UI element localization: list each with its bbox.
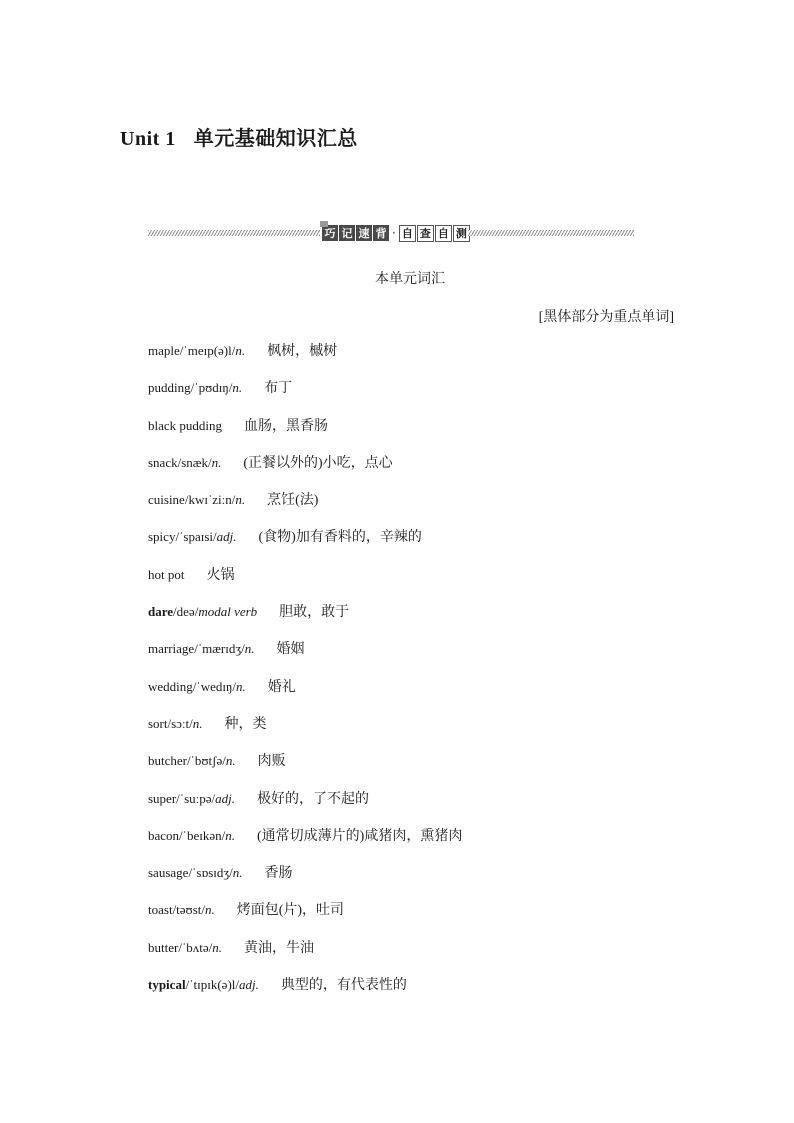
vocab-item	[148, 453, 462, 490]
vocab-item	[148, 789, 462, 826]
unit-title: 单元基础知识汇总	[193, 128, 358, 150]
vocab-part-of-speech: n.	[211, 454, 222, 470]
vocab-part-of-speech: n.	[225, 827, 236, 843]
vocab-meaning: 烹饪(法)	[267, 493, 319, 509]
vocab-part-of-speech: adj.	[216, 529, 237, 545]
vocab-part-of-speech: n.	[235, 492, 246, 508]
vocab-word: hot pot	[148, 566, 185, 582]
vocab-word: spicy	[148, 529, 176, 545]
vocab-phonetic: /ˈsɒsɪdʒ/	[188, 865, 233, 881]
vocab-meaning: 肉贩	[257, 754, 286, 770]
banner-char: 自	[435, 225, 452, 242]
vocab-meaning: 烤面包(片)，吐司	[236, 903, 345, 919]
banner-tag-group-1	[322, 225, 389, 241]
vocab-meaning: 香肠	[264, 866, 293, 882]
vocab-phonetic: /ˈmærɪdʒ/	[194, 641, 245, 657]
vocab-word: pudding	[148, 380, 191, 396]
vocab-meaning: (正餐以外的)小吃，点心	[243, 455, 393, 471]
vocab-meaning: 极好的，了不起的	[257, 791, 370, 807]
banner-char: 查	[417, 225, 434, 242]
page-title	[120, 122, 358, 151]
vocab-word: toast	[148, 902, 173, 918]
banner-char: 背	[373, 225, 389, 241]
vocab-part-of-speech: n.	[225, 753, 236, 769]
banner-char: 巧	[322, 225, 338, 241]
vocab-phonetic: /ˈspaɪsi/	[175, 529, 217, 545]
vocab-word: maple	[148, 343, 180, 358]
section-banner	[148, 222, 634, 244]
vocab-phonetic: /ˈbʌtə/	[178, 939, 213, 955]
vocab-meaning: 典型的，有代表性的	[280, 978, 407, 994]
vocab-phonetic: /ˈbeɪkən/	[179, 827, 226, 843]
vocab-part-of-speech: n.	[232, 380, 243, 396]
vocab-word: super	[148, 790, 177, 806]
vocab-item	[148, 565, 462, 602]
vocab-phonetic: /ˈwedɪŋ/	[192, 678, 237, 694]
vocab-item	[148, 826, 462, 863]
vocab-word: wedding	[148, 678, 193, 694]
vocab-part-of-speech: n.	[192, 715, 203, 731]
unit-label: Unit 1	[120, 128, 176, 150]
vocab-part-of-speech: modal verb	[198, 604, 258, 620]
vocab-item	[148, 751, 462, 788]
vocab-word: cuisine	[148, 492, 185, 508]
vocab-item	[148, 378, 462, 415]
vocab-word: marriage	[148, 641, 195, 657]
vocab-item	[148, 714, 462, 751]
vocab-part-of-speech: adj.	[239, 977, 259, 993]
vocab-meaning: 胆敢，敢于	[279, 605, 350, 621]
vocab-part-of-speech: n.	[232, 865, 243, 881]
vocab-word: dare	[148, 604, 174, 620]
section-title: 本单元词汇	[375, 272, 445, 287]
vocab-part-of-speech: adj.	[215, 790, 236, 806]
vocab-item	[148, 677, 462, 714]
vocab-meaning: 布丁	[264, 381, 293, 397]
vocab-part-of-speech: n.	[204, 902, 215, 918]
vocab-meaning: 黄油，牛油	[244, 940, 315, 956]
vocab-phonetic: /ˈmeɪp(ə)l/	[179, 343, 236, 358]
vocab-word: sort	[148, 715, 168, 731]
vocab-part-of-speech: n.	[212, 939, 223, 955]
vocab-item	[148, 416, 462, 453]
vocab-word: snack	[148, 454, 178, 470]
vocab-item	[148, 490, 462, 527]
vocab-phonetic: /snæk/	[177, 454, 212, 470]
vocab-part-of-speech: n.	[235, 343, 246, 358]
vocab-phonetic: /sɔːt/	[167, 715, 193, 731]
banner-tag-group-2	[399, 225, 470, 242]
banner-divider-left	[148, 230, 320, 236]
vocab-meaning: (食物)加有香料的，辛辣的	[258, 530, 422, 546]
vocab-phonetic: /ˈbʊtʃə/	[186, 753, 226, 769]
banner-char: 自	[399, 225, 416, 242]
vocab-meaning: 婚礼	[267, 679, 296, 695]
banner-char: 记	[339, 225, 355, 241]
banner-char: 速	[356, 225, 372, 241]
vocab-phonetic: /ˈtɪpɪk(ə)l/	[185, 977, 239, 993]
vocab-part-of-speech: n.	[236, 678, 246, 694]
vocab-item	[148, 527, 462, 564]
key-words-note: [黑体部分为重点单词]	[538, 310, 674, 325]
vocab-meaning: 血肠，黑香肠	[244, 418, 329, 434]
vocab-phonetic: /deə/	[173, 604, 199, 620]
vocab-item	[148, 602, 462, 639]
vocab-meaning: 种，类	[224, 716, 267, 732]
vocab-part-of-speech: n.	[244, 641, 255, 657]
vocab-word: butter	[148, 939, 179, 955]
banner-tags	[322, 224, 470, 242]
vocab-item	[148, 938, 462, 975]
vocab-word: butcher	[148, 753, 187, 769]
vocab-meaning: (通常切成薄片的)咸猪肉，熏猪肉	[257, 828, 463, 844]
vocab-item	[148, 900, 462, 937]
vocab-item	[148, 341, 462, 378]
vocabulary-list	[148, 341, 462, 1012]
vocab-phonetic: /ˈsuːpə/	[176, 790, 216, 806]
vocab-item	[148, 863, 462, 900]
vocab-word: black pudding	[148, 417, 223, 433]
banner-separator: ·	[392, 226, 396, 240]
vocab-item	[148, 639, 462, 676]
vocab-word: typical	[148, 977, 186, 993]
vocab-meaning: 枫树，槭树	[267, 344, 338, 359]
vocab-phonetic: /kwɪˈziːn/	[184, 492, 236, 508]
banner-char: 测	[453, 225, 470, 242]
vocab-word: sausage	[148, 865, 189, 881]
vocab-meaning: 火锅	[206, 567, 235, 583]
vocab-word: bacon	[148, 827, 180, 843]
vocab-item	[148, 975, 462, 1012]
banner-divider-right	[468, 230, 634, 236]
vocab-phonetic: /təʊst/	[172, 902, 205, 918]
vocab-meaning: 婚姻	[276, 642, 305, 658]
vocab-phonetic: /ˈpʊdɪŋ/	[190, 380, 233, 396]
